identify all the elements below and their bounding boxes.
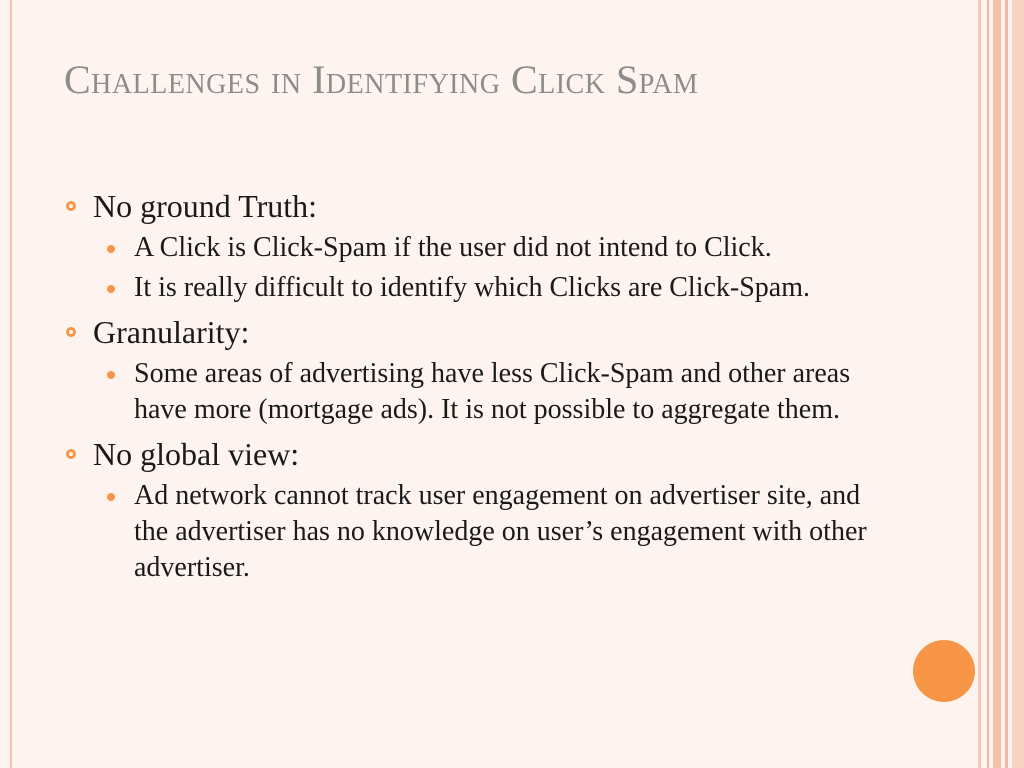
sub-bullet-text: Some areas of advertising have less Click-Spam and other areas have more (mortgage ads). It is not possible to aggregate them.	[134, 358, 851, 425]
bullet-item-no-ground-truth	[64, 186, 884, 226]
bullet-text: Granularity:	[93, 314, 250, 350]
right-decorative-stripe	[978, 0, 981, 768]
bullet-item-no-global-view	[64, 434, 884, 474]
sub-bullet-text: It is really difficult to identify which Clicks are Click-Spam.	[134, 272, 811, 303]
dot-bullet-icon	[107, 285, 115, 293]
right-decorative-stripe	[987, 0, 989, 768]
bullet-text: No ground Truth:	[93, 188, 318, 224]
slide-title: Challenges in Identifying Click Spam	[64, 57, 699, 102]
right-decorative-stripe	[993, 0, 1001, 768]
sub-bullet-item	[104, 356, 884, 428]
sub-bullet-item	[104, 230, 884, 266]
ring-bullet-icon	[66, 449, 76, 459]
ring-bullet-icon	[66, 201, 76, 211]
bullet-list	[64, 186, 884, 588]
sub-bullet-item	[104, 478, 884, 586]
sub-bullet-text: A Click is Click-Spam if the user did not intend to Click.	[134, 232, 772, 263]
ring-bullet-icon	[66, 327, 76, 337]
sub-bullet-item	[104, 270, 884, 306]
dot-bullet-icon	[107, 371, 115, 379]
sub-bullet-text: Ad network cannot track user engagement on advertiser site, and the advertiser has no knowledge on user’s engagement with other advertiser.	[134, 480, 867, 583]
dot-bullet-icon	[107, 493, 115, 501]
dot-bullet-icon	[107, 245, 115, 253]
bullet-text: No global view:	[93, 436, 300, 472]
right-decorative-stripe	[1005, 0, 1008, 768]
left-decorative-line	[10, 0, 12, 768]
bullet-item-granularity	[64, 312, 884, 352]
decorative-orange-circle	[913, 640, 975, 702]
right-decorative-stripe	[1012, 0, 1024, 768]
